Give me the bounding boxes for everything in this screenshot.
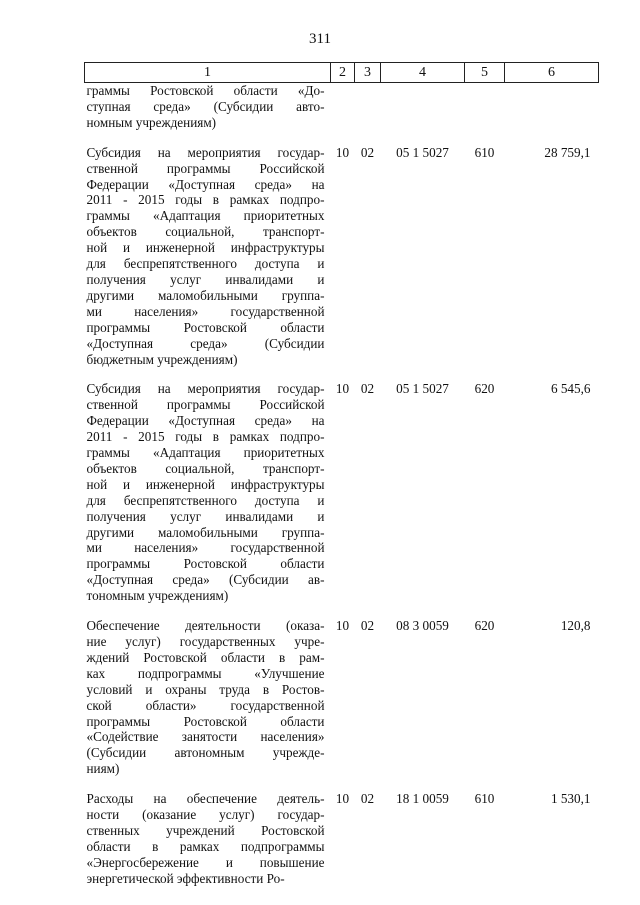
header-row [85,63,599,83]
description-line: бюджетным учреждениям) [86,351,238,367]
table-header [85,63,599,83]
row-spacer [85,604,599,618]
description-line: Обеспечение деятельности (оказа- [86,618,325,634]
amount: 6 545,6 [550,381,591,397]
description-line: Субсидия на мероприятия государ- [86,144,325,160]
description-line: Расходы на обеспечение деятель- [86,791,325,807]
description-line: Федерации «Доступная среда» на [86,176,325,192]
row-description [85,381,331,604]
page-number: 311 [309,31,331,47]
description-line: получения услуг инвалидами и [86,508,325,524]
description-line: 2011 - 2015 годы в рамках подпро- [86,192,325,208]
description-line: энергетической эффективности Ро- [86,870,285,886]
description-line: ственной программы Российской [86,160,325,176]
description-line: объектов социальной, транспорт- [86,224,325,240]
description-line: Субсидия на мероприятия государ- [86,381,325,397]
description-line: программы Ростовской области [86,713,325,729]
description-line: ждений Ростовской области в рам- [86,649,325,665]
description-line: (Субсидии автономным учрежде- [86,745,325,761]
description-line: Федерации «Доступная среда» на [86,413,325,429]
amount [505,83,599,131]
subsection-code: 02 [360,144,375,160]
row-description [85,145,331,368]
description-line: ние услуг) государственных учре- [86,634,325,649]
target-article-code: 05 1 5027 [396,381,449,397]
description-line: ности (оказание услуг) государ- [86,807,325,823]
amount: 1 530,1 [550,791,591,807]
description-line: ной и инженерной инфраструктуры [86,476,325,492]
expense-type-code: 610 [474,791,495,807]
description-line: области в рамках подпрограммы [86,838,325,854]
expense-type-code: 610 [474,144,495,160]
header-col-4: 4 [381,63,465,83]
description-line: «Энергосбережение и повышение [86,854,325,870]
budget-table [84,62,599,887]
header-col-3: 3 [355,63,381,83]
row-spacer [85,777,599,791]
description-line: граммы «Адаптация приоритетных [86,208,325,224]
section-code: 10 [335,144,350,160]
description-line: ниям) [86,761,120,777]
row-spacer [85,367,599,381]
subsection-code: 02 [360,618,375,634]
description-line: «Доступная среда» (Субсидии [86,335,325,351]
description-line: «Содействие занятости населения» [86,729,325,745]
table-row [85,791,599,886]
table-row [85,83,599,131]
description-line: программы Ростовской области [86,556,325,572]
description-line: ступная среда» (Субсидии авто- [86,98,325,114]
row-spacer [85,131,599,145]
expense-type-code: 620 [474,381,495,397]
section-code: 10 [335,381,350,397]
table-row [85,381,599,604]
spacer-cell [85,131,599,145]
row-description [85,791,331,886]
description-line: условий и охраны труда в Ростов- [86,681,325,697]
target-article-code: 18 1 0059 [396,791,449,807]
header-col-5: 5 [465,63,505,83]
description-line: ках подпрограммы «Улучшение [86,665,325,681]
amount: 120,8 [560,618,591,634]
section-code: 10 [335,791,350,807]
description-line: для беспрепятственного доступа и [86,492,325,508]
subsection-code [355,83,381,131]
table-row [85,618,599,777]
description-line: граммы Ростовской области «До- [86,83,325,98]
spacer-cell [85,367,599,381]
target-article-code [381,83,465,131]
description-line: получения услуг инвалидами и [86,271,325,287]
amount: 28 759,1 [544,144,591,160]
subsection-code: 02 [360,381,375,397]
target-article-code: 05 1 5027 [396,144,449,160]
header-col-6: 6 [505,63,599,83]
description-line: ной и инженерной инфраструктуры [86,240,325,256]
description-line: объектов социальной, транспорт- [86,460,325,476]
description-line: другими маломобильными группа- [86,287,325,303]
subsection-code: 02 [360,791,375,807]
section-code [331,83,355,131]
table-row [85,145,599,368]
description-line: номным учреждениям) [86,114,217,130]
expense-type-code: 620 [474,618,495,634]
target-article-code: 08 3 0059 [396,618,449,634]
header-col-2: 2 [331,63,355,83]
section-code: 10 [335,618,350,634]
row-description [85,83,331,131]
expense-type-code [465,83,505,131]
description-line: для беспрепятственного доступа и [86,256,325,272]
table-body [85,83,599,887]
description-line: ми населения» государственной [86,303,325,319]
description-line: ской области» государственной [86,697,325,713]
description-line: ственной программы Российской [86,397,325,413]
description-line: тономным учреждениям) [86,588,229,604]
description-line: «Доступная среда» (Субсидии ав- [86,572,325,588]
description-line: другими маломобильными группа- [86,524,325,540]
spacer-cell [85,604,599,618]
header-col-1: 1 [85,63,331,83]
description-line: граммы «Адаптация приоритетных [86,445,325,461]
description-line: 2011 - 2015 годы в рамках подпро- [86,429,325,445]
description-line: ми населения» государственной [86,540,325,556]
spacer-cell [85,777,599,791]
description-line: программы Ростовской области [86,319,325,335]
description-line: ственных учреждений Ростовской [86,822,325,838]
row-description [85,618,331,777]
